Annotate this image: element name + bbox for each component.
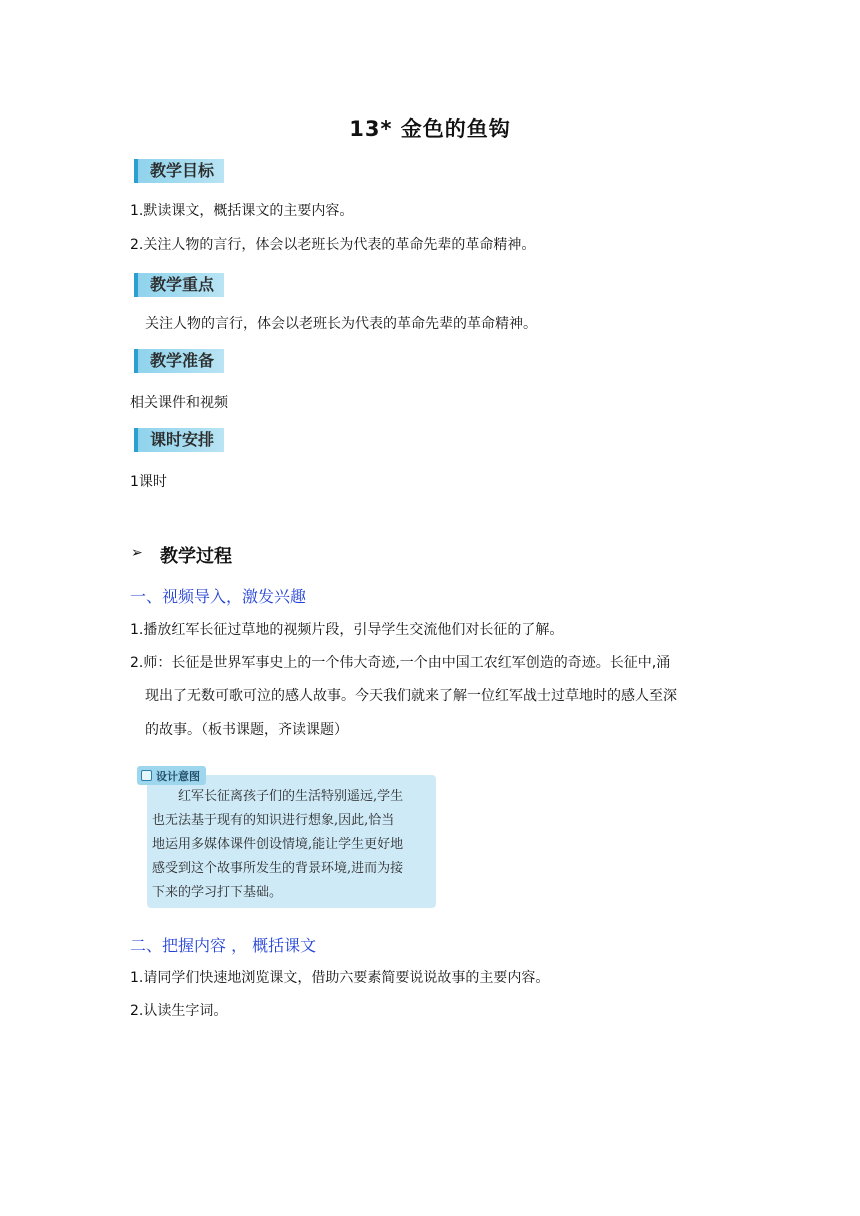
design-note-line: 感受到这个故事所发生的背景环境,进而为接 [152, 861, 404, 876]
section-tag-prep: 教学准备 [134, 349, 224, 373]
note-icon [141, 770, 152, 781]
part1-item-2-line-1: 2.师：长征是世界军事史上的一个伟大奇迹,一个由中国工农红军创造的奇迹。长征中,涌 [130, 655, 671, 671]
design-note-badge [137, 766, 206, 785]
part2-item-2: 2.认读生字词。 [130, 1003, 228, 1019]
focus-text: 关注人物的言行，体会以老班长为代表的革命先辈的革命精神。 [145, 316, 537, 332]
page-title: 13* 金色的鱼钩 [349, 117, 511, 141]
design-note-line: 下来的学习打下基础。 [152, 885, 283, 900]
section-tag-goals: 教学目标 [134, 159, 224, 183]
prep-text: 相关课件和视频 [130, 395, 228, 411]
part2-heading: 二、把握内容 ， 概括课文 [130, 936, 317, 955]
section-tag-schedule: 课时安排 [134, 428, 224, 452]
goal-item-2: 2.关注人物的言行，体会以老班长为代表的革命先辈的革命精神。 [130, 237, 536, 253]
part1-item-2-line-2: 现出了无数可歌可泣的感人故事。今天我们就来了解一位红军战士过草地时的感人至深 [145, 688, 677, 704]
part2-item-1: 1.请同学们快速地浏览课文，借助六要素简要说说故事的主要内容。 [130, 970, 550, 986]
process-heading: 教学过程 [160, 546, 232, 567]
schedule-text: 1课时 [130, 474, 167, 490]
part1-item-2-line-3: 的故事。（板书课题，齐读课题） [145, 722, 348, 738]
part1-heading: 一、视频导入，激发兴趣 [130, 587, 307, 606]
design-note-line: 红军长征离孩子们的生活特别遥远,学生 [152, 789, 404, 804]
design-note-text [152, 785, 432, 905]
design-note-line: 地运用多媒体课件创设情境,能让学生更好地 [152, 837, 404, 852]
part1-item-1: 1.播放红军长征过草地的视频片段，引导学生交流他们对长征的了解。 [130, 622, 564, 638]
section-tag-focus: 教学重点 [134, 273, 224, 297]
design-note-line: 也无法基于现有的知识进行想象,因此,恰当 [152, 813, 395, 828]
design-note-badge-label: 设计意图 [156, 769, 200, 783]
bullet-arrow-icon: ➢ [131, 545, 143, 561]
goal-item-1: 1.默读课文，概括课文的主要内容。 [130, 203, 354, 219]
